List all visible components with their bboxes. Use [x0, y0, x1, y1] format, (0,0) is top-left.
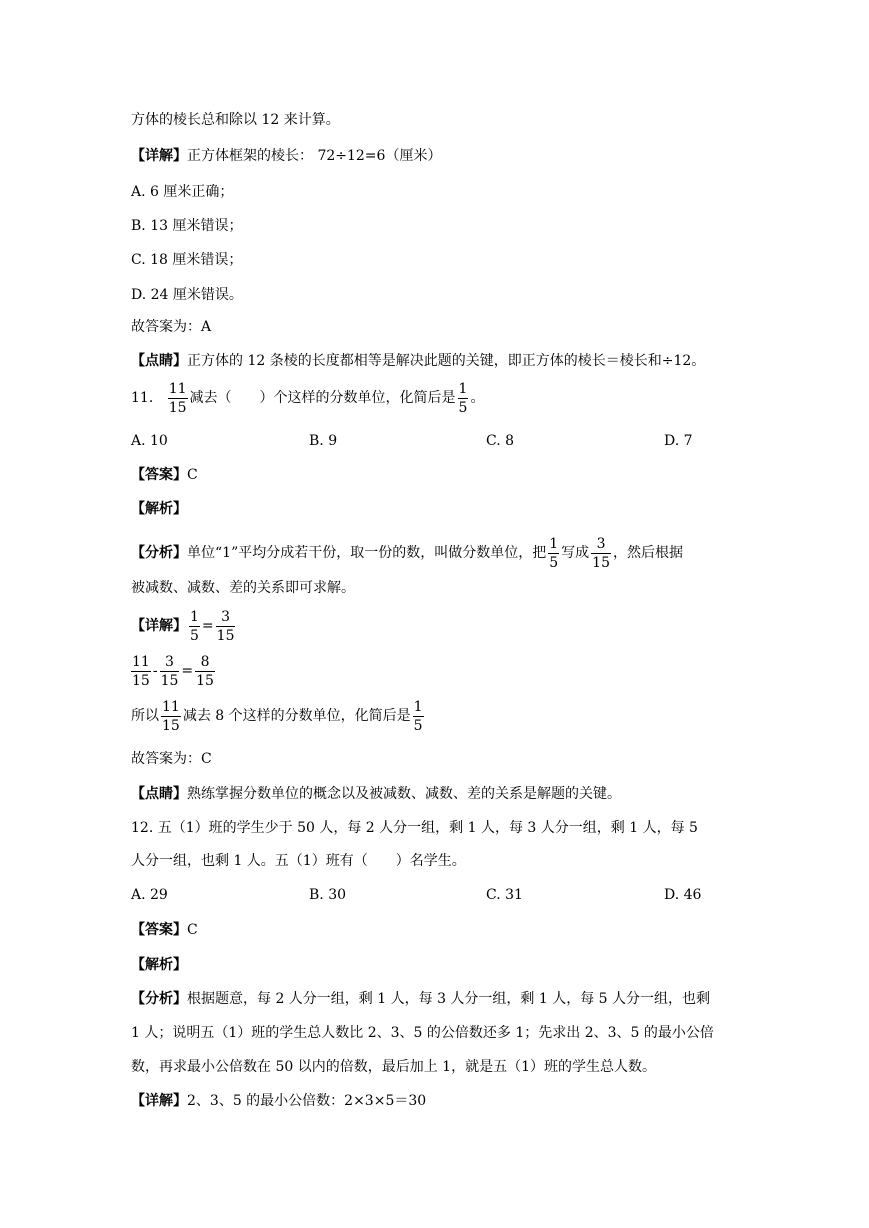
fraction: $\frac{8}{15}$: [196, 653, 214, 689]
key-point-line: 【点睛】熟练掌握分数单位的概念以及被减数、减数、差的关系是解题的关键。: [131, 786, 621, 802]
option-d-note: D. 24 厘米错误。: [131, 287, 243, 303]
key-point-line: 【点睛】正方体的 12 条棱的长度都相等是解决此题的关键，即正方体的棱长＝棱长和÷12。: [131, 353, 706, 369]
question-number: 11.: [131, 390, 154, 406]
detail-equation-1: 【详解】 $\frac{1}{5}$ = $\frac{3}{15}$: [131, 608, 235, 644]
fraction: $\frac{3}{15}$: [216, 608, 235, 644]
fraction: $\frac{3}{15}$: [592, 535, 610, 571]
analysis-line-3: 数，再求最小公倍数在 50 以内的倍数，最后加上 1，就是五（1）班的学生总人数。: [131, 1059, 656, 1075]
detail-tag: 【详解】: [131, 148, 187, 164]
question-12-line-1: 12. 五（1）班的学生少于 50 人，每 2 人分一组，剩 1 人，每 3 人分一组，剩 1 人，每 5: [131, 820, 698, 836]
analysis-heading: 【解析】: [131, 957, 187, 973]
fraction: $\frac{3}{15}$: [160, 653, 179, 689]
option-b-note: B. 13 厘米错误；: [131, 218, 243, 234]
question-12-line-2: 人分一组，也剩 1 人。五（1）班有（ ）名学生。: [131, 853, 466, 869]
option-c: C. 31: [486, 887, 523, 903]
fraction: $\frac{11}{15}$: [168, 380, 187, 416]
answer-line: 故答案为：C: [131, 751, 212, 767]
analysis-line: 【分析】根据题意，每 2 人分一组，剩 1 人，每 3 人分一组，剩 1 人，每 5 人分一组，也剩: [131, 991, 711, 1007]
fraction: $\frac{11}{15}$: [162, 698, 180, 734]
detail-line: 【详解】正方体框架的棱长： 72÷12=6（厘米）: [131, 148, 442, 164]
answer-line: 【答案】C: [131, 922, 198, 938]
fraction: $\frac{1}{5}$: [549, 535, 559, 571]
option-d: D. 46: [664, 887, 702, 903]
answer-line: 故答案为：A: [131, 319, 212, 335]
question-11: 11. $\frac{11}{15}$ 减去（ ）个这样的分数单位，化简后是 $\frac{1}{5}$ 。: [131, 380, 485, 416]
fraction: $\frac{1}{5}$: [190, 608, 199, 644]
detail-conclusion: 所以 $\frac{11}{15}$ 减去 8 个这样的分数单位，化简后是 $\frac{1}{5}$: [131, 698, 423, 734]
fraction: $\frac{11}{15}$: [132, 653, 150, 689]
option-a: A. 10: [131, 433, 168, 449]
analysis-line: 【分析】单位“1”平均分成若干份，取一份的数，叫做分数单位，把 $\frac{1}{5}$ 写成 $\frac{3}{15}$ ，然后根据: [131, 535, 683, 571]
analysis-line-2: 1 人；说明五（1）班的学生总人数比 2、3、5 的公倍数还多 1；先求出 2、3、5 的最小公倍: [131, 1025, 714, 1041]
key-point-tag: 【点睛】: [131, 353, 187, 369]
option-b: B. 30: [309, 887, 347, 903]
detail-equation-2: $\frac{11}{15}$ - $\frac{3}{15}$ = $\frac{8}{15}$: [132, 653, 214, 689]
option-d: D. 7: [664, 433, 693, 449]
fraction: $\frac{1}{5}$: [413, 698, 423, 734]
fraction: $\frac{1}{5}$: [458, 380, 468, 416]
option-c-note: C. 18 厘米错误；: [131, 252, 243, 268]
analysis-heading: 【解析】: [131, 501, 187, 517]
option-c: C. 8: [486, 433, 515, 449]
text-line: 方体的棱长总和除以 12 来计算。: [131, 112, 340, 128]
detail-line: 【详解】2、3、5 的最小公倍数：2×3×5＝30: [131, 1093, 427, 1109]
option-a: A. 29: [131, 887, 168, 903]
analysis-line-2: 被减数、减数、差的关系即可求解。: [131, 580, 355, 596]
option-a-note: A. 6 厘米正确；: [131, 184, 234, 200]
option-b: B. 9: [309, 433, 338, 449]
answer-line: 【答案】C: [131, 467, 198, 483]
